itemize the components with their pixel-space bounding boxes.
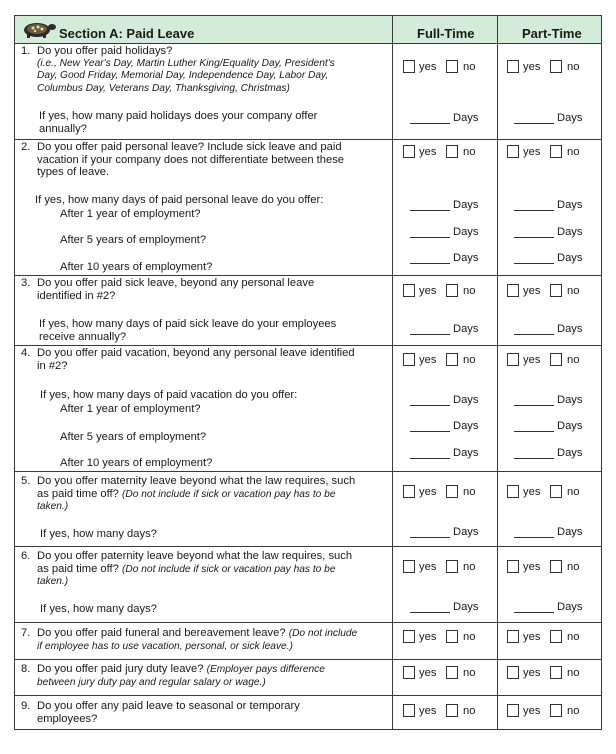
days-label: Days — [557, 526, 583, 538]
days-blank-line[interactable] — [514, 537, 554, 538]
no-label: no — [567, 486, 580, 498]
question-number: 6. — [21, 550, 31, 562]
days-label: Days — [453, 226, 479, 238]
days-label: Days — [557, 199, 583, 211]
yes-label: yes — [523, 561, 541, 573]
days-blank-line[interactable] — [514, 123, 554, 124]
no-label: no — [567, 667, 580, 679]
days-blank-line[interactable] — [410, 334, 450, 335]
no-label: no — [567, 61, 580, 73]
question-text: Do you offer paid personal leave? Include sick leave and paid — [37, 141, 342, 153]
followup-text: If yes, how many days? — [40, 603, 157, 615]
days-label: Days — [453, 394, 479, 406]
yes-label: yes — [419, 486, 437, 498]
yes-checkbox[interactable] — [507, 353, 519, 366]
days-blank-line[interactable] — [514, 210, 554, 211]
days-blank-line[interactable] — [410, 431, 450, 432]
days-blank-line[interactable] — [410, 123, 450, 124]
yes-checkbox[interactable] — [403, 353, 415, 366]
days-blank-line[interactable] — [410, 458, 450, 459]
question-number: 9. — [21, 700, 31, 712]
yes-label: yes — [523, 285, 541, 297]
days-blank-line[interactable] — [410, 263, 450, 264]
yes-checkbox[interactable] — [403, 60, 415, 73]
question-text: types of leave. — [37, 166, 110, 179]
question-text: as paid time off? — [37, 487, 119, 500]
no-checkbox[interactable] — [446, 353, 458, 366]
yes-label: yes — [419, 285, 437, 297]
days-blank-line[interactable] — [514, 612, 554, 613]
days-label: Days — [557, 601, 583, 613]
question-text: vacation if your company does not differentiate between these — [37, 153, 345, 166]
days-blank-line[interactable] — [410, 612, 450, 613]
days-blank-line[interactable] — [514, 263, 554, 264]
days-blank-line[interactable] — [514, 237, 554, 238]
yes-label: yes — [419, 354, 437, 366]
no-label: no — [463, 705, 476, 717]
yes-checkbox[interactable] — [507, 704, 519, 717]
no-checkbox[interactable] — [446, 666, 458, 679]
no-checkbox[interactable] — [550, 353, 562, 366]
yes-label: yes — [419, 61, 437, 73]
days-blank-line[interactable] — [410, 405, 450, 406]
question-note: (Employer pays difference — [206, 664, 325, 675]
question-text: identified in #2? — [37, 289, 116, 302]
days-label: Days — [557, 420, 583, 432]
no-label: no — [567, 285, 580, 297]
section-title: Section A: Paid Leave — [59, 26, 195, 41]
no-label: no — [463, 561, 476, 573]
question-text: Do you offer paternity leave beyond what the law requires, such — [37, 550, 353, 562]
yes-label: yes — [523, 486, 541, 498]
yes-label: yes — [419, 705, 437, 717]
question-text: Do you offer maternity leave beyond what the law requires, such — [37, 475, 356, 487]
no-checkbox[interactable] — [550, 704, 562, 717]
question-number: 7. — [21, 627, 31, 639]
question-note: if employee has to use vacation, personal, or sick leave.) — [37, 640, 293, 652]
tenure-label-10yr: After 10 years of employment? — [60, 261, 213, 273]
no-checkbox[interactable] — [446, 284, 458, 297]
no-checkbox[interactable] — [550, 560, 562, 573]
question-number: 8. — [21, 663, 31, 675]
no-checkbox[interactable] — [446, 560, 458, 573]
yes-checkbox[interactable] — [507, 284, 519, 297]
no-label: no — [463, 631, 476, 643]
days-label: Days — [453, 112, 479, 124]
question-text: employees? — [37, 712, 98, 725]
question-note: (Do not include if sick or vacation pay has to be — [122, 488, 336, 500]
yes-label: yes — [419, 631, 437, 643]
no-checkbox[interactable] — [550, 60, 562, 73]
no-checkbox[interactable] — [446, 145, 458, 158]
no-checkbox[interactable] — [550, 485, 562, 498]
days-label: Days — [453, 447, 479, 459]
question-text: Do you offer paid sick leave, beyond any personal leave — [37, 277, 315, 289]
question-note: taken.) — [37, 501, 69, 513]
question-note: (Do not include if sick or vacation pay has to be — [122, 563, 336, 575]
no-checkbox[interactable] — [446, 704, 458, 717]
question-text: Do you offer paid holidays? — [37, 45, 173, 57]
days-label: Days — [557, 252, 583, 264]
days-label: Days — [453, 601, 479, 613]
no-checkbox[interactable] — [550, 284, 562, 297]
yes-label: yes — [419, 146, 437, 158]
days-blank-line[interactable] — [514, 334, 554, 335]
yes-label: yes — [523, 705, 541, 717]
yes-checkbox[interactable] — [403, 666, 415, 679]
question-row-5 — [15, 471, 601, 547]
days-label: Days — [557, 394, 583, 406]
yes-label: yes — [523, 667, 541, 679]
no-label: no — [567, 354, 580, 366]
section-header — [15, 16, 601, 44]
yes-label: yes — [523, 146, 541, 158]
question-row-1 — [15, 43, 601, 140]
yes-label: yes — [523, 354, 541, 366]
yes-checkbox[interactable] — [403, 560, 415, 573]
yes-label: yes — [523, 61, 541, 73]
yes-checkbox[interactable] — [507, 145, 519, 158]
column-divider — [497, 16, 498, 729]
question-note: Columbus Day, Veterans Day, Thanksgiving, Christmas) — [37, 82, 290, 94]
tenure-label-10yr: After 10 years of employment? — [60, 457, 213, 469]
no-checkbox[interactable] — [550, 666, 562, 679]
question-text: Do you offer paid vacation, beyond any personal leave identified — [37, 347, 355, 359]
days-label: Days — [453, 420, 479, 432]
column-header-parttime: Part-Time — [522, 26, 582, 41]
days-label: Days — [453, 526, 479, 538]
no-checkbox[interactable] — [550, 145, 562, 158]
no-checkbox[interactable] — [446, 60, 458, 73]
question-text: in #2? — [37, 359, 68, 372]
tenure-label-1yr: After 1 year of employment? — [60, 208, 201, 220]
no-checkbox[interactable] — [446, 630, 458, 643]
question-number: 5. — [21, 475, 31, 487]
question-row-2 — [15, 139, 601, 276]
no-checkbox[interactable] — [550, 630, 562, 643]
days-blank-line[interactable] — [410, 537, 450, 538]
followup-text: If yes, how many days? — [40, 528, 157, 540]
yes-checkbox[interactable] — [403, 704, 415, 717]
days-label: Days — [557, 323, 583, 335]
days-label: Days — [453, 199, 479, 211]
question-note: (i.e., New Year's Day, Martin Luther King/Equality Day, President's — [37, 57, 335, 69]
question-text: as paid time off? — [37, 562, 119, 575]
no-label: no — [567, 561, 580, 573]
no-label: no — [567, 146, 580, 158]
question-note: taken.) — [37, 576, 69, 588]
question-note: Day, Good Friday, Memorial Day, Independence Day, Labor Day, — [37, 70, 329, 82]
yes-checkbox[interactable] — [507, 485, 519, 498]
no-label: no — [463, 285, 476, 297]
days-label: Days — [557, 447, 583, 459]
yes-label: yes — [419, 561, 437, 573]
question-text: Do you offer paid jury duty leave? — [37, 663, 204, 675]
yes-label: yes — [523, 631, 541, 643]
days-label: Days — [557, 112, 583, 124]
tenure-label-5yr: After 5 years of employment? — [60, 431, 207, 443]
no-label: no — [463, 146, 476, 158]
yes-checkbox[interactable] — [507, 60, 519, 73]
followup-text: annually? — [39, 122, 87, 135]
days-label: Days — [453, 252, 479, 264]
tenure-label-5yr: After 5 years of employment? — [60, 234, 207, 246]
followup-text: If yes, how many days of paid vacation do you offer: — [40, 389, 298, 401]
yes-label: yes — [419, 667, 437, 679]
no-label: no — [567, 631, 580, 643]
paid-leave-form — [14, 15, 602, 730]
days-label: Days — [557, 226, 583, 238]
question-text: Do you offer any paid leave to seasonal or temporary — [37, 700, 300, 712]
no-label: no — [463, 667, 476, 679]
question-note: between jury duty pay and regular salary or wage.) — [37, 676, 266, 688]
days-blank-line[interactable] — [410, 237, 450, 238]
days-label: Days — [453, 323, 479, 335]
followup-text: If yes, how many days of paid personal leave do you offer: — [35, 194, 324, 206]
question-text: Do you offer paid funeral and bereavement leave? — [37, 627, 286, 639]
yes-checkbox[interactable] — [403, 485, 415, 498]
yes-checkbox[interactable] — [403, 630, 415, 643]
days-blank-line[interactable] — [514, 405, 554, 406]
no-label: no — [567, 705, 580, 717]
days-blank-line[interactable] — [514, 431, 554, 432]
yes-checkbox[interactable] — [507, 560, 519, 573]
no-label: no — [463, 354, 476, 366]
followup-text: If yes, how many days of paid sick leave do your employees — [39, 318, 337, 330]
question-number: 2. — [21, 141, 31, 153]
no-label: no — [463, 486, 476, 498]
no-checkbox[interactable] — [446, 485, 458, 498]
followup-text: receive annually? — [39, 330, 127, 343]
question-number: 1. — [21, 45, 31, 57]
tenure-label-1yr: After 1 year of employment? — [60, 403, 201, 415]
column-header-fulltime: Full-Time — [417, 26, 475, 41]
yes-checkbox[interactable] — [507, 666, 519, 679]
question-number: 3. — [21, 277, 31, 289]
days-blank-line[interactable] — [514, 458, 554, 459]
yes-checkbox[interactable] — [403, 145, 415, 158]
question-number: 4. — [21, 347, 31, 359]
yes-checkbox[interactable] — [403, 284, 415, 297]
question-note: (Do not include — [288, 628, 358, 639]
followup-text: If yes, how many paid holidays does your company offer — [39, 110, 318, 122]
yes-checkbox[interactable] — [507, 630, 519, 643]
turtle-logo-icon — [21, 18, 57, 40]
column-divider — [392, 16, 393, 729]
no-label: no — [463, 61, 476, 73]
days-blank-line[interactable] — [410, 210, 450, 211]
